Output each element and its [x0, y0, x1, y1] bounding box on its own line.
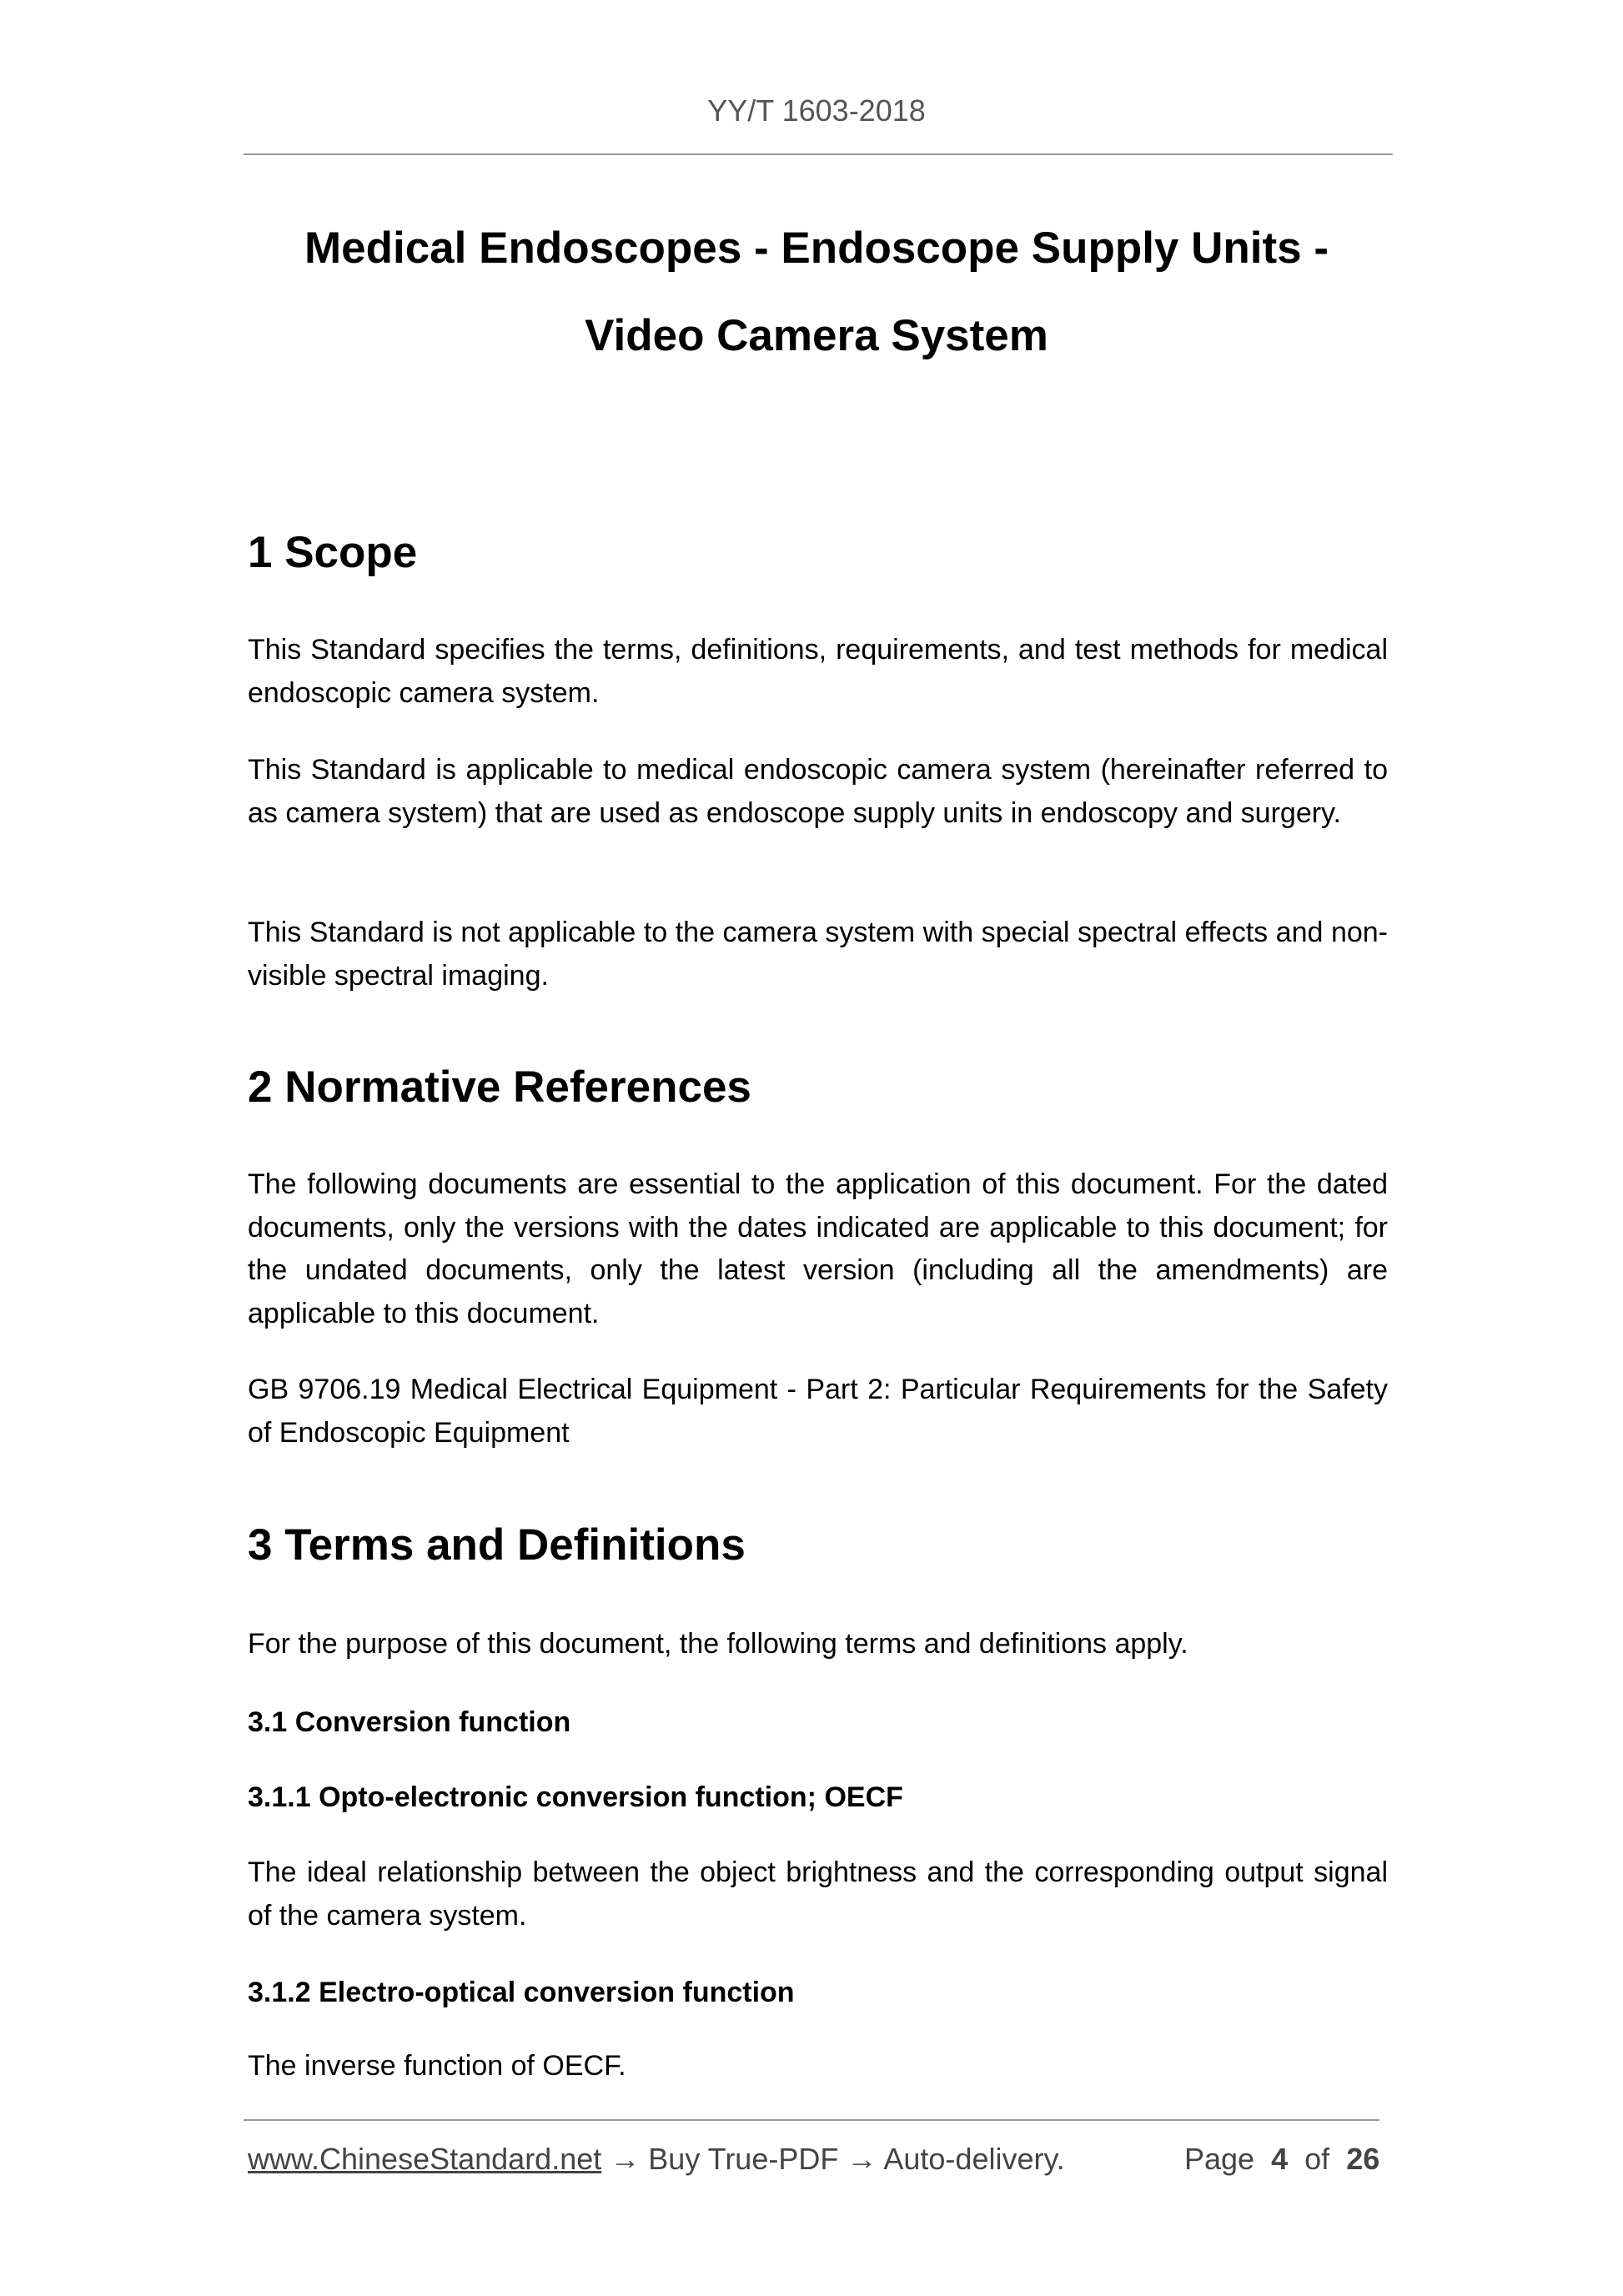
document-title [0, 204, 1623, 379]
term-heading-3-1-2: 3.1.2 Electro-optical conversion function [248, 1977, 795, 2008]
footer-divider [244, 2119, 1379, 2121]
page-number [1184, 2142, 1379, 2177]
arrow-right-icon: → [610, 2142, 641, 2176]
term-definition: The ideal relationship between the object brightness and the corresponding output signal of the camera system. [248, 1856, 1388, 1932]
paragraph: For the purpose of this document, the following terms and definitions apply. [248, 1628, 1188, 1660]
current-page: 4 [1271, 2142, 1289, 2176]
arrow-right-icon: → [847, 2142, 877, 2176]
total-pages: 26 [1346, 2142, 1380, 2176]
document-code-header: YY/T 1603-2018 [707, 93, 926, 128]
section-heading-scope: 1 Scope [248, 528, 418, 577]
term-definition: The inverse function of OECF. [248, 2050, 626, 2082]
section-heading-normative-references: 2 Normative References [248, 1063, 751, 1112]
paragraph: This Standard is not applicable to the camera system with special spectral effects and non-visible spectral imaging. [248, 917, 1388, 992]
delivery-text: Auto-delivery. [883, 2142, 1065, 2176]
paragraph: The following documents are essential to the application of this document. For the dated documents, only the versions with the dates indicated are applicable to this document; for the undated documents, only the latest version (including all the amendments) are applicable to this document. [248, 1168, 1388, 1329]
page-label: Page [1184, 2142, 1255, 2176]
website-link[interactable]: www.ChineseStandard.net [248, 2142, 602, 2176]
of-label: of [1304, 2142, 1330, 2176]
section-heading-terms: 3 Terms and Definitions [248, 1520, 746, 1570]
header-divider [244, 153, 1393, 155]
paragraph: This Standard is applicable to medical endoscopic camera system (hereinafter referred to as camera system) that are used as endoscope supply units in endoscopy and surgery. [248, 754, 1388, 829]
term-heading-3-1-1: 3.1.1 Opto-electronic conversion function; OECF [248, 1781, 903, 1813]
buy-text: Buy True-PDF [648, 2142, 839, 2176]
footer-promo [248, 2142, 1065, 2177]
paragraph: This Standard specifies the terms, definitions, requirements, and test methods for medical endoscopic camera system. [248, 634, 1388, 709]
title-line-1: Medical Endoscopes - Endoscope Supply Units - [304, 224, 1329, 273]
reference-item: GB 9706.19 Medical Electrical Equipment - Part 2: Particular Requirements for the Safety of Endoscopic Equipment [248, 1374, 1388, 1449]
title-line-2: Video Camera System [585, 311, 1048, 360]
term-heading-3-1: 3.1 Conversion function [248, 1706, 571, 1738]
